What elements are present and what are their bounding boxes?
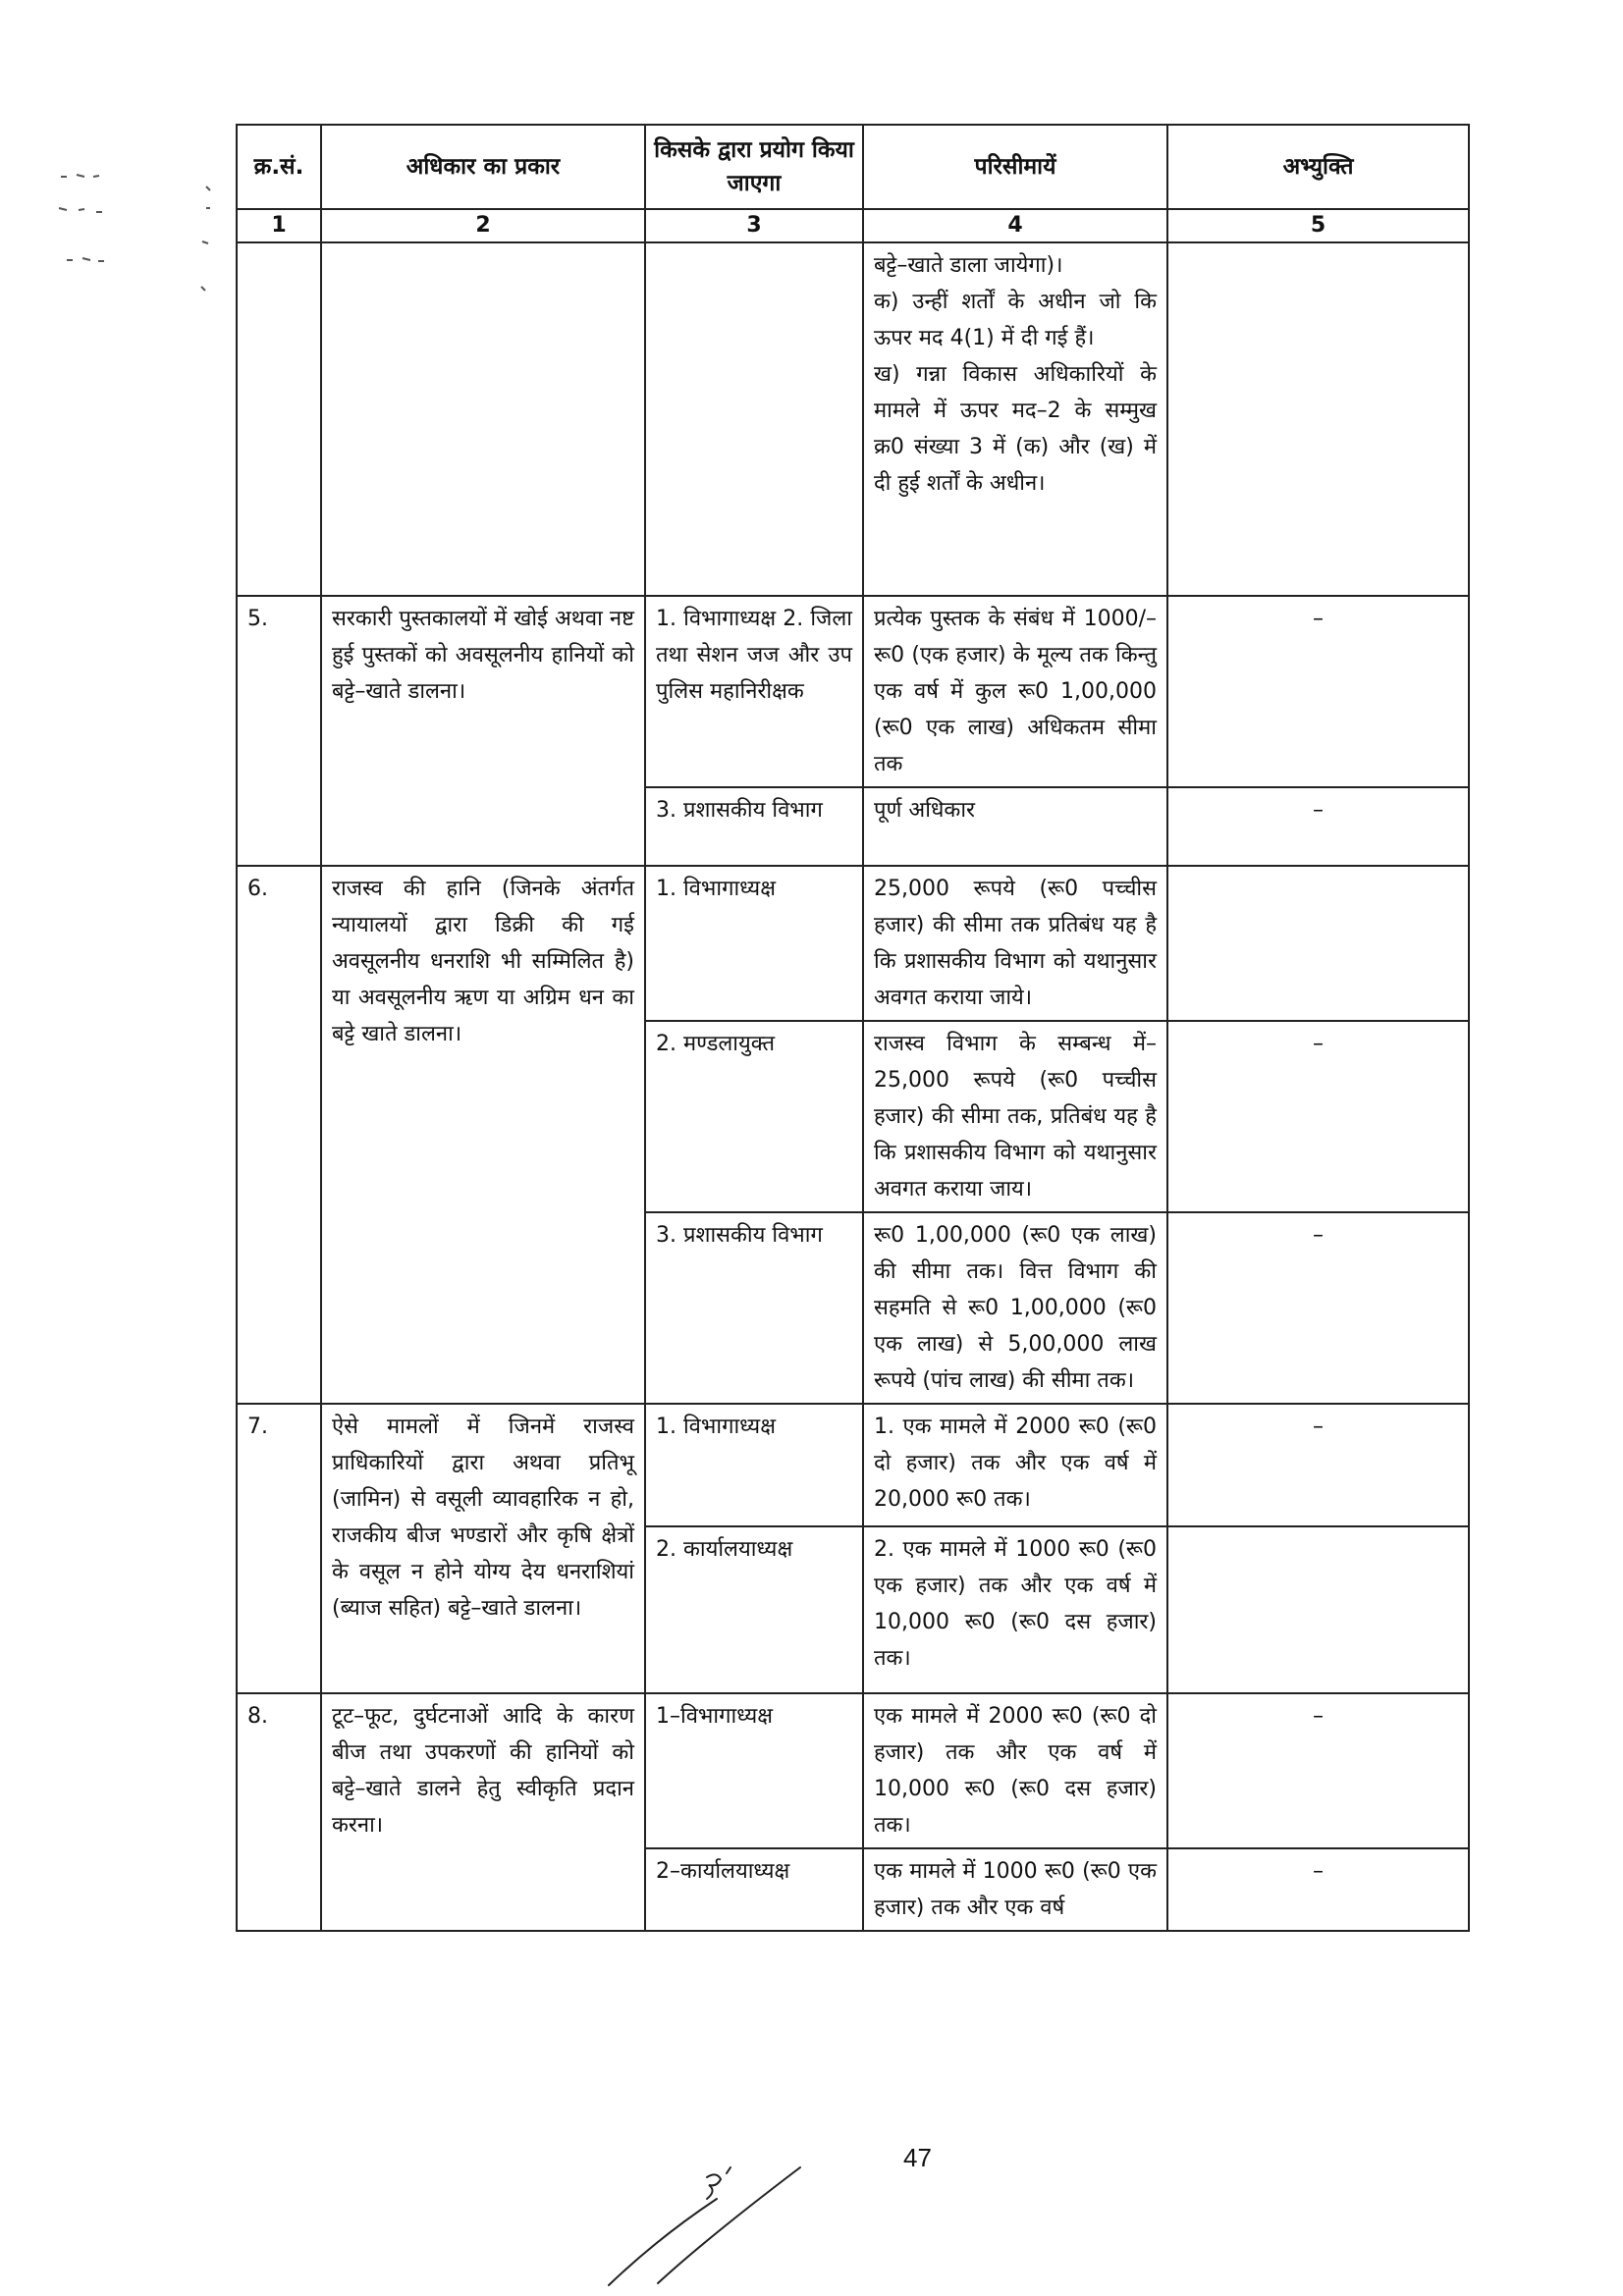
header-exercised-by: किसके द्वारा प्रयोग किया जाएगा	[645, 125, 863, 209]
delegation-table	[236, 124, 1470, 1932]
header-sn: क्र.सं.	[237, 125, 321, 209]
table-row	[237, 242, 1469, 596]
remarks-cell	[1167, 242, 1469, 596]
limits-cell: राजस्व विभाग के सम्बन्ध में– 25,000 रूपये (रू0 पच्चीस हजार) की सीमा तक, प्रतिबंध यह है कि प्रशासकीय विभाग को यथानुसार अवगत कराया जाय।	[863, 1021, 1167, 1212]
limits-text: बट्टे–खाते डाला जायेगा)।	[874, 253, 1063, 278]
remarks-cell: –	[1167, 1848, 1469, 1931]
col-number: 2	[321, 209, 645, 242]
limits-cell: 25,000 रूपये (रू0 पच्चीस हजार) की सीमा तक प्रतिबंध यह है कि प्रशासकीय विभाग को यथानुसार अवगत कराया जाये।	[863, 866, 1167, 1021]
remarks-cell	[1167, 1526, 1469, 1693]
exercised-by-cell: 3. प्रशासकीय विभाग	[645, 787, 863, 866]
header-remarks: अभ्युक्ति	[1167, 125, 1469, 209]
power-type-cell: राजस्व की हानि (जिनके अंतर्गत न्यायालयों द्वारा डिक्री की गई अवसूलनीय धनराशि भी सम्मिलित है) या अवसूलनीय ऋण या अग्रिम धन का बट्टे खाते डालना।	[321, 866, 645, 1404]
header-limits: परिसीमायें	[863, 125, 1167, 209]
limits-text: ख) गन्ना विकास अधिकारियों के मामले में ऊपर मद–2 के सम्मुख क्र0 संख्या 3 में (क) और (ख) में दी हुई शर्तों के अधीन।	[874, 362, 1157, 496]
limits-cell: एक मामले में 1000 रू0 (रू0 एक हजार) तक और एक वर्ष	[863, 1848, 1167, 1931]
header-power-type: अधिकार का प्रकार	[321, 125, 645, 209]
limits-cell: प्रत्येक पुस्तक के संबंध में 1000/– रू0 (एक हजार) के मूल्य तक किन्तु एक वर्ष में कुल रू0 1,00,000 (रू0 एक लाख) अधिकतम सीमा तक	[863, 596, 1167, 787]
col-number: 5	[1167, 209, 1469, 242]
power-type-cell	[321, 242, 645, 596]
header-row	[237, 125, 1469, 209]
remarks-cell: –	[1167, 787, 1469, 866]
power-type-cell: ऐसे मामलों में जिनमें राजस्व प्राधिकारियों द्वारा अथवा प्रतिभू (जामिन) से वसूली व्यावहारिक न हो, राजकीय बीज भण्डारों और कृषि क्षेत्रों के वसूल न होने योग्य देय धनराशियां (ब्याज सहित) बट्टे–खाते डालना।	[321, 1404, 645, 1693]
exercised-by-cell: 1. विभागाध्यक्ष	[645, 866, 863, 1021]
remarks-cell: –	[1167, 1212, 1469, 1404]
col-number: 4	[863, 209, 1167, 242]
remarks-cell: –	[1167, 1021, 1469, 1212]
limits-cell: 2. एक मामले में 1000 रू0 (रू0 एक हजार) तक और एक वर्ष में 10,000 रू0 (रू0 दस हजार) तक।	[863, 1526, 1167, 1693]
serial-cell	[237, 242, 321, 596]
table-row	[237, 866, 1469, 1021]
serial-cell: 8.	[237, 1693, 321, 1931]
column-number-row	[237, 209, 1469, 242]
exercised-by-cell: 2. कार्यालयाध्यक्ष	[645, 1526, 863, 1693]
page-number: 47	[903, 2143, 932, 2172]
col-number: 3	[645, 209, 863, 242]
limits-cell	[863, 242, 1167, 596]
serial-cell: 7.	[237, 1404, 321, 1693]
serial-cell: 5.	[237, 596, 321, 866]
exercised-by-cell: 3. प्रशासकीय विभाग	[645, 1212, 863, 1404]
limits-cell: रू0 1,00,000 (रू0 एक लाख) की सीमा तक। वित्त विभाग की सहमति से रू0 1,00,000 (रू0 एक लाख) से 5,00,000 लाख रूपये (पांच लाख) की सीमा तक।	[863, 1212, 1167, 1404]
exercised-by-cell	[645, 242, 863, 596]
margin-marks	[39, 147, 236, 324]
exercised-by-cell: 2. मण्डलायुक्त	[645, 1021, 863, 1212]
power-type-cell: सरकारी पुस्तकालयों में खोई अथवा नष्ट हुई पुस्तकों को अवसूलनीय हानियों को बट्टे–खाते डालना।	[321, 596, 645, 866]
exercised-by-cell: 2–कार्यालयाध्यक्ष	[645, 1848, 863, 1931]
serial-cell: 6.	[237, 866, 321, 1404]
handwritten-signature	[599, 2160, 825, 2287]
exercised-by-cell: 1. विभागाध्यक्ष 2. जिला तथा सेशन जज और उप पुलिस महानिरीक्षक	[645, 596, 863, 787]
power-type-cell: टूट–फूट, दुर्घटनाओं आदि के कारण बीज तथा उपकरणों की हानियों को बट्टे–खाते डालने हेतु स्वीकृति प्रदान करना।	[321, 1693, 645, 1931]
remarks-cell: –	[1167, 1404, 1469, 1526]
remarks-cell: –	[1167, 1693, 1469, 1848]
table-row	[237, 1693, 1469, 1848]
exercised-by-cell: 1. विभागाध्यक्ष	[645, 1404, 863, 1526]
exercised-by-cell: 1–विभागाध्यक्ष	[645, 1693, 863, 1848]
table-row	[237, 596, 1469, 787]
remarks-cell	[1167, 866, 1469, 1021]
table-row	[237, 1404, 1469, 1526]
limits-cell: 1. एक मामले में 2000 रू0 (रू0 दो हजार) तक और एक वर्ष में 20,000 रू0 तक।	[863, 1404, 1167, 1526]
remarks-cell: –	[1167, 596, 1469, 787]
limits-cell: पूर्ण अधिकार	[863, 787, 1167, 866]
col-number: 1	[237, 209, 321, 242]
limits-cell: एक मामले में 2000 रू0 (रू0 दो हजार) तक और एक वर्ष में 10,000 रू0 (रू0 दस हजार) तक।	[863, 1693, 1167, 1848]
limits-text: क) उन्हीं शर्तों के अधीन जो कि ऊपर मद 4(1) में दी गई हैं।	[874, 290, 1157, 350]
